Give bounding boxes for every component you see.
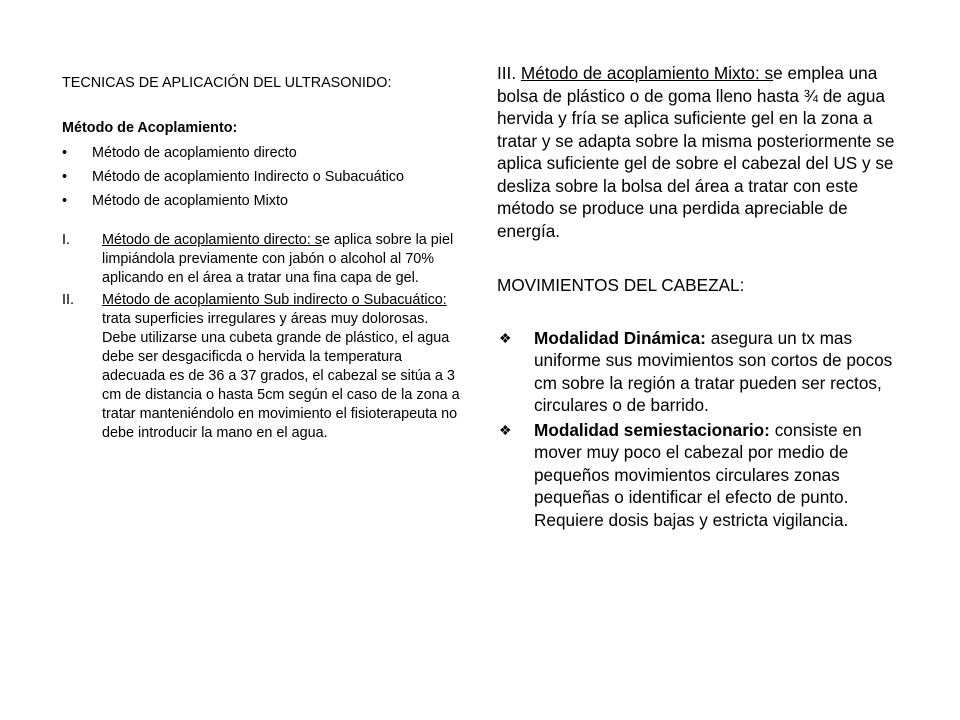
bullet-text: Método de acoplamiento Indirecto o Subacuático <box>92 169 404 185</box>
direct-method-text: e aplica sobre la piel limpiándola previamente con jabón o alcohol al 70% aplicando en el área a tratar una fina capa de gel. <box>102 232 454 286</box>
list-item <box>497 327 902 417</box>
list-item <box>62 291 462 443</box>
subaquatic-method-text: trata superficies irregulares y áreas muy dolorosas. Debe utilizarse una cubeta grande de plástico, el agua debe ser desgacificda o hervida la temperatura adecuada es de 36 a 37 grados, el cabezal se sitúa a 3 cm de distancia o hasta 5cm según el caso de la zona a tratar manteniéndolo en movimiento el fisioterapeuta no debe introducir la mano en el agua. <box>102 311 460 441</box>
mixed-method-paragraph <box>497 62 902 242</box>
mixed-method-text: e emplea una bolsa de plástico o de goma lleno hasta ¾ de agua hervida y fría se aplica suficiente gel en la zona a tratar y se adapta sobre la misma posteriormente se aplica suficiente gel de sobre el cabezal del US y se desliza sobre la bolsa del área a tratar con este método se produce una perdida apreciable de energía. <box>497 63 895 241</box>
direct-method-label: Método de acoplamiento directo: s <box>102 232 322 248</box>
bullet-icon: • <box>62 145 68 161</box>
bullet-text: Método de acoplamiento directo <box>92 145 297 161</box>
list-item <box>62 144 462 163</box>
diamond-bullet-icon: ❖ <box>499 421 512 438</box>
right-column <box>497 62 902 533</box>
item-number: III. <box>497 63 521 83</box>
dynamic-modality-label: Modalidad Dinámica: <box>534 327 711 348</box>
bullet-icon: • <box>62 193 68 209</box>
left-heading: TECNICAS DE APLICACIÓN DEL ULTRASONIDO: <box>62 75 392 91</box>
coupling-methods-list <box>62 144 462 211</box>
semistationary-modality-text: consiste en mover muy poco el cabezal por medio de pequeños movimientos circulares zonas pequeñas o identificar el efecto de punto. Requiere dosis bajas y estricta vigilancia. <box>534 419 862 530</box>
item-number: II. <box>62 292 74 308</box>
head-movements-heading: MOVIMIENTOS DEL CABEZAL: <box>497 275 745 295</box>
bullet-icon: • <box>62 169 68 185</box>
coupling-method-title: Método de Acoplamiento: <box>62 120 238 136</box>
mixed-method-label: Método de acoplamiento Mixto: s <box>520 63 774 83</box>
list-item <box>62 231 462 288</box>
modalities-list <box>497 327 902 532</box>
left-column <box>62 74 462 446</box>
subaquatic-method-label: Método de acoplamiento Sub indirecto o Subacuático: <box>102 292 447 308</box>
method-details-list <box>62 231 462 443</box>
list-item <box>497 419 902 532</box>
list-item <box>62 192 462 211</box>
diamond-bullet-icon: ❖ <box>499 329 512 346</box>
semistationary-modality-label: Modalidad semiestacionario: <box>534 419 775 440</box>
list-item <box>62 168 462 187</box>
bullet-text: Método de acoplamiento Mixto <box>92 193 288 209</box>
item-number: I. <box>62 232 70 248</box>
dynamic-modality-text: asegura un tx mas uniforme sus movimientos son cortos de pocos cm sobre la región a tratar pueden ser rectos, circulares o de barrido. <box>534 327 893 415</box>
